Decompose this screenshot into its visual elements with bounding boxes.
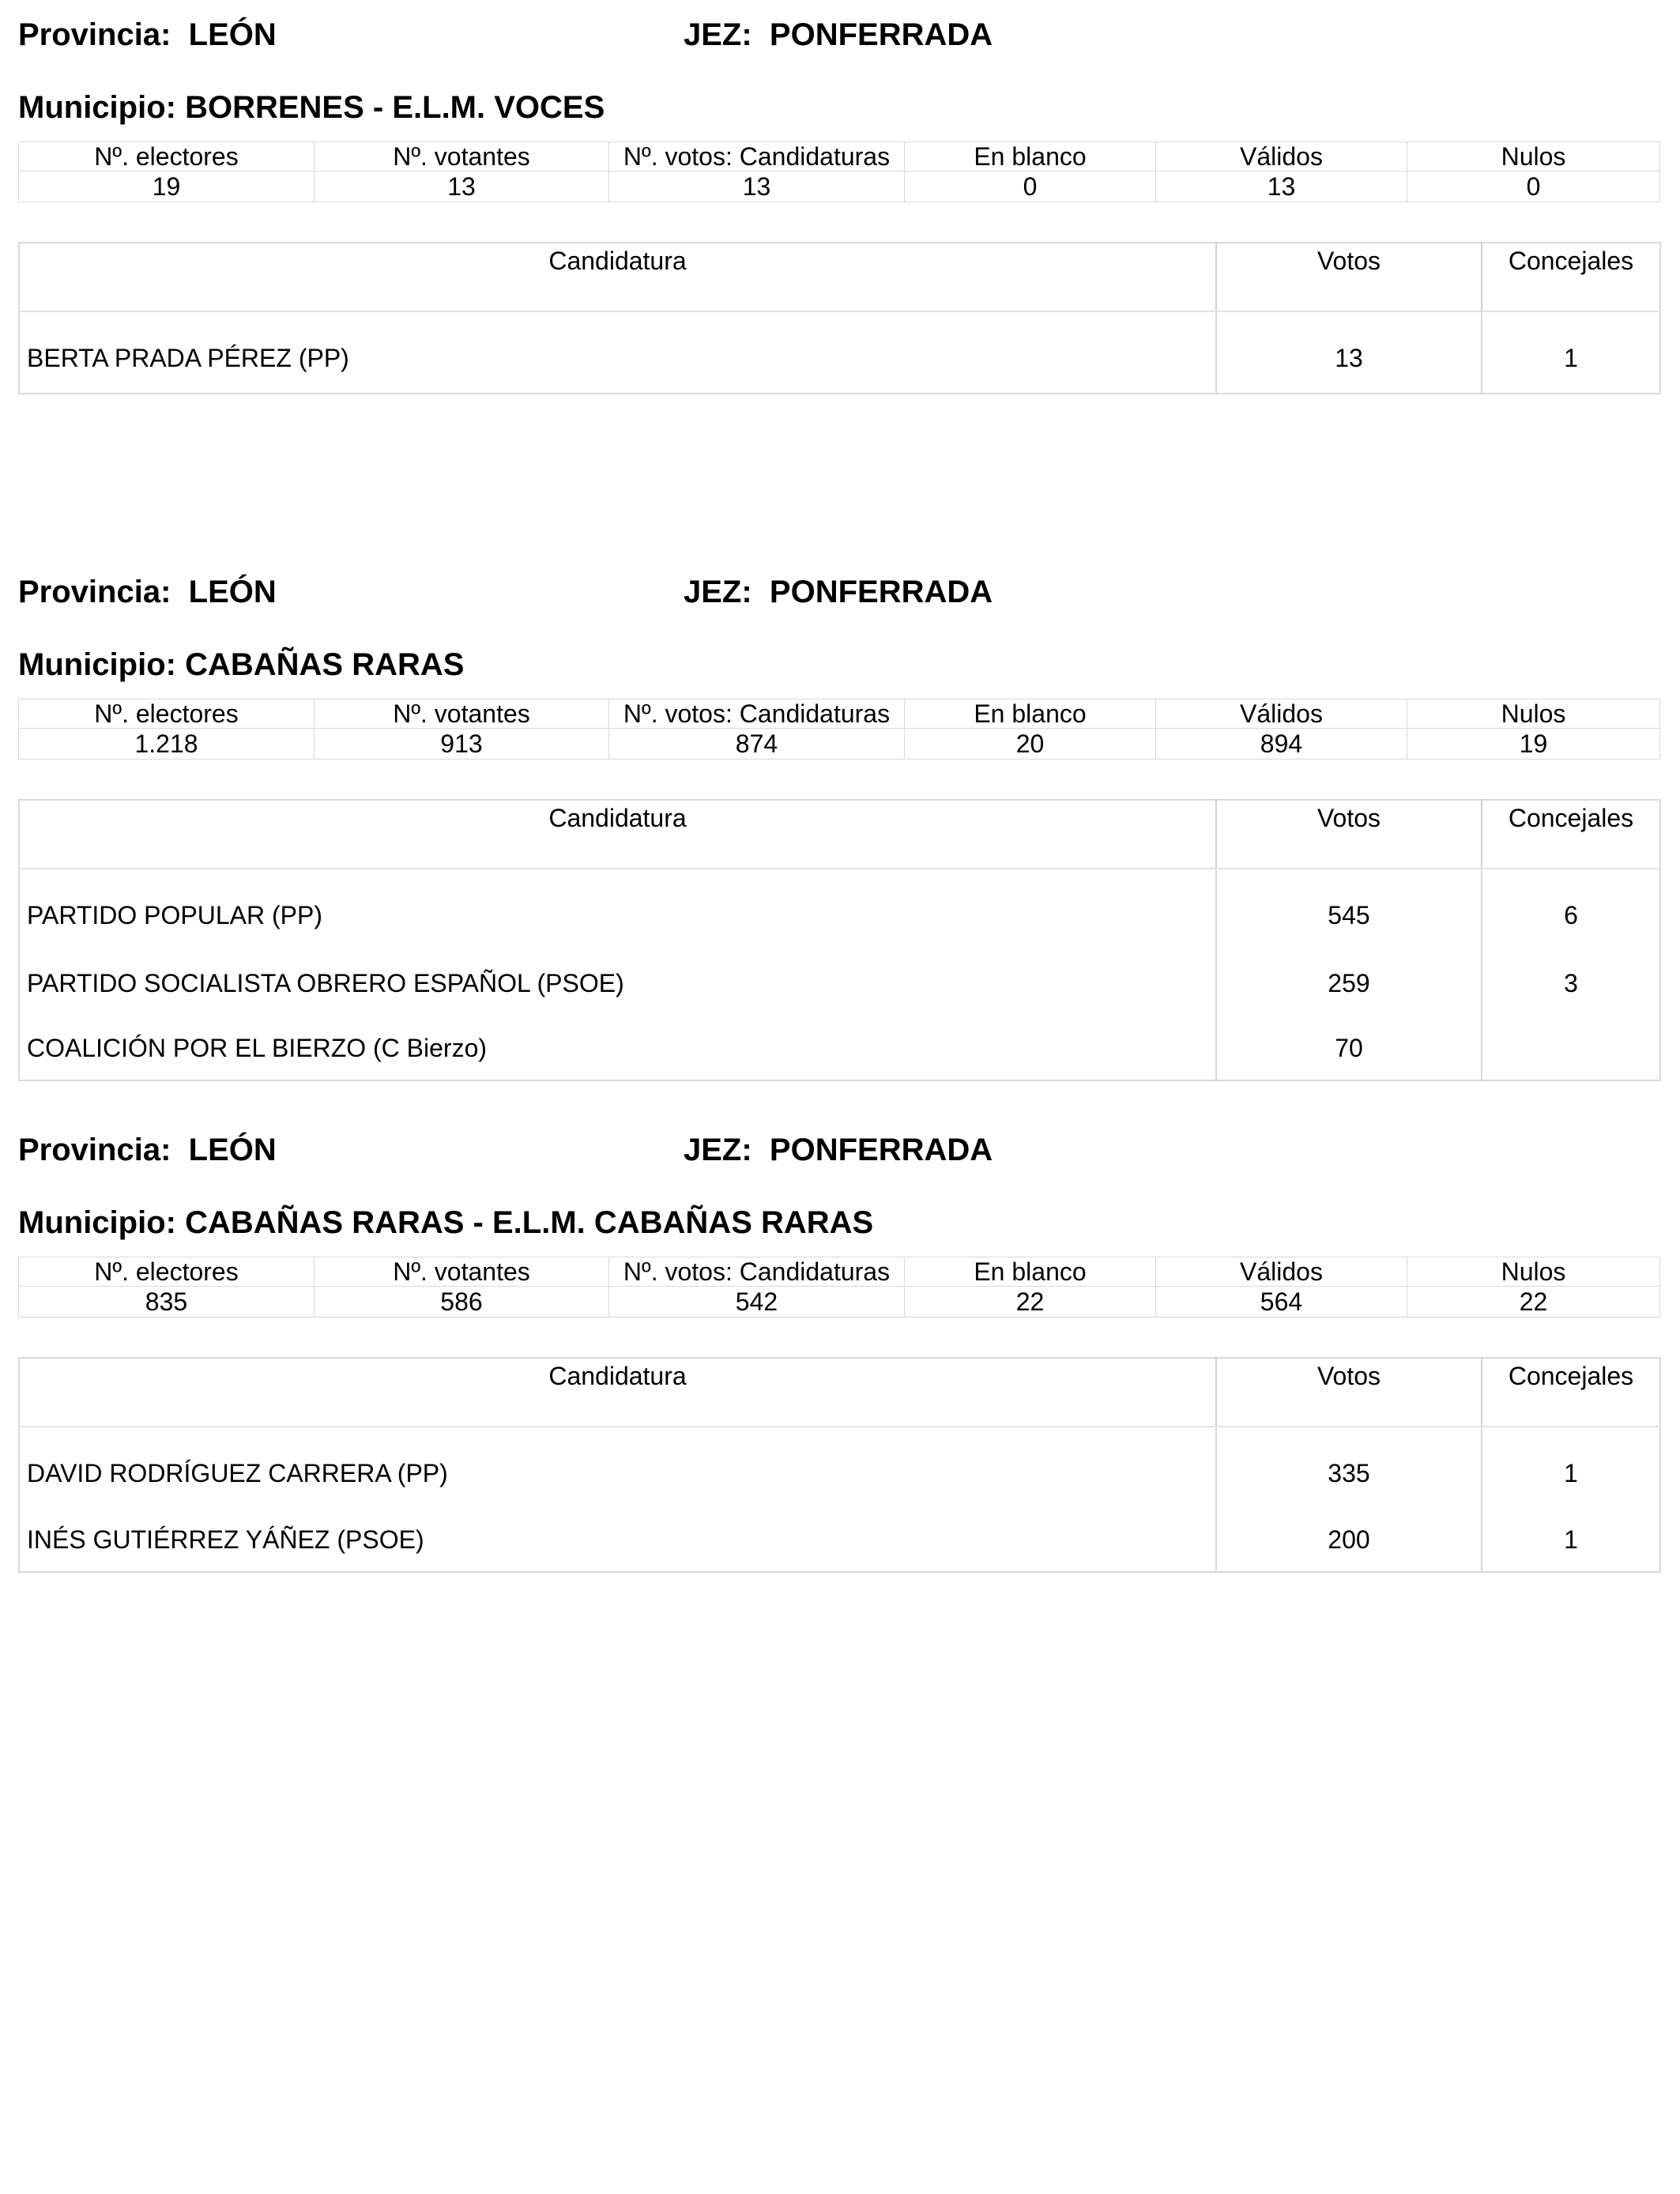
stats-header: Nº. votos: Candidaturas bbox=[609, 1257, 905, 1287]
stats-value: 19 bbox=[1407, 729, 1660, 760]
stats-header: Nº. electores bbox=[19, 699, 315, 729]
candidature-name: INÉS GUTIÉRREZ YÁÑEZ (PSOE) bbox=[19, 1508, 1216, 1572]
candidatures-table bbox=[18, 242, 1661, 394]
candidature-concejales: 6 bbox=[1564, 900, 1578, 929]
stats-header: En blanco bbox=[905, 1257, 1156, 1287]
stats-header-row bbox=[19, 1257, 1660, 1287]
candidature-name: COALICIÓN POR EL BIERZO (C Bierzo) bbox=[19, 1016, 1216, 1080]
stats-table bbox=[18, 1257, 1660, 1318]
candidatures-header-row bbox=[19, 800, 1660, 869]
stats-value: 0 bbox=[1407, 172, 1660, 202]
provincia-heading: Provincia: LEÓN bbox=[18, 575, 277, 609]
stats-value: 564 bbox=[1156, 1287, 1407, 1318]
stats-value: 542 bbox=[609, 1287, 905, 1318]
candidature-row bbox=[19, 1016, 1660, 1080]
stats-header: Nº. electores bbox=[19, 142, 315, 172]
stats-value-row bbox=[19, 1287, 1660, 1318]
candidature-row bbox=[19, 311, 1660, 394]
stats-value: 0 bbox=[905, 172, 1156, 202]
votos-header: Votos bbox=[1216, 243, 1482, 311]
stats-value: 22 bbox=[905, 1287, 1156, 1318]
stats-header: Nº. votos: Candidaturas bbox=[609, 142, 905, 172]
candidatures-header-row bbox=[19, 243, 1660, 311]
candidature-name: PARTIDO POPULAR (PP) bbox=[19, 869, 1216, 950]
candidature-row bbox=[19, 1508, 1660, 1572]
concejales-header: Concejales bbox=[1482, 243, 1660, 311]
candidature-concejales: 1 bbox=[1564, 1525, 1578, 1554]
candidature-concejales: 3 bbox=[1564, 968, 1578, 997]
stats-header: Nulos bbox=[1407, 142, 1660, 172]
stats-header: Nulos bbox=[1407, 1257, 1660, 1287]
municipio-heading: Municipio: CABAÑAS RARAS - E.L.M. CABAÑAS RARAS bbox=[18, 1205, 874, 1240]
candidature-row bbox=[19, 950, 1660, 1016]
candidatura-header: Candidatura bbox=[19, 1358, 1216, 1427]
candidature-concejales: 1 bbox=[1564, 1458, 1578, 1487]
candidature-votos: 545 bbox=[1216, 869, 1482, 950]
stats-header: Nº. votantes bbox=[315, 142, 609, 172]
candidatures-table bbox=[18, 1357, 1661, 1573]
stats-value: 874 bbox=[609, 729, 905, 760]
stats-value: 913 bbox=[315, 729, 609, 760]
stats-value: 13 bbox=[609, 172, 905, 202]
municipio-heading: Municipio: CABAÑAS RARAS bbox=[18, 647, 465, 682]
candidature-name: BERTA PRADA PÉREZ (PP) bbox=[19, 311, 1216, 394]
stats-value: 13 bbox=[1156, 172, 1407, 202]
stats-header-row bbox=[19, 699, 1660, 729]
stats-header: Válidos bbox=[1156, 1257, 1407, 1287]
stats-value: 586 bbox=[315, 1287, 609, 1318]
jez-heading: JEZ: PONFERRADA bbox=[684, 1133, 993, 1167]
candidature-name: DAVID RODRÍGUEZ CARRERA (PP) bbox=[19, 1427, 1216, 1508]
stats-value: 22 bbox=[1407, 1287, 1660, 1318]
votos-header: Votos bbox=[1216, 1358, 1482, 1427]
candidature-row bbox=[19, 1427, 1660, 1508]
stats-header: Nº. votos: Candidaturas bbox=[609, 699, 905, 729]
stats-header: Nº. votantes bbox=[315, 1257, 609, 1287]
candidature-concejales: 1 bbox=[1564, 343, 1578, 372]
stats-value: 894 bbox=[1156, 729, 1407, 760]
stats-value: 19 bbox=[19, 172, 315, 202]
municipio-heading: Municipio: BORRENES - E.L.M. VOCES bbox=[18, 90, 605, 125]
candidature-concejales bbox=[1482, 1016, 1660, 1080]
candidatures-table bbox=[18, 799, 1661, 1081]
candidature-votos: 200 bbox=[1216, 1508, 1482, 1572]
candidature-votos: 335 bbox=[1216, 1427, 1482, 1508]
candidature-votos: 70 bbox=[1216, 1016, 1482, 1080]
stats-table bbox=[18, 141, 1660, 202]
candidatura-header: Candidatura bbox=[19, 243, 1216, 311]
stats-value: 1.218 bbox=[19, 729, 315, 760]
stats-value: 13 bbox=[315, 172, 609, 202]
stats-header-row bbox=[19, 142, 1660, 172]
stats-value: 835 bbox=[19, 1287, 315, 1318]
provincia-heading: Provincia: LEÓN bbox=[18, 1133, 277, 1167]
candidature-votos: 13 bbox=[1216, 311, 1482, 394]
candidature-row bbox=[19, 869, 1660, 950]
stats-header: Nulos bbox=[1407, 699, 1660, 729]
stats-header: Nº. votantes bbox=[315, 699, 609, 729]
stats-header: Válidos bbox=[1156, 699, 1407, 729]
stats-value: 20 bbox=[905, 729, 1156, 760]
jez-heading: JEZ: PONFERRADA bbox=[684, 17, 993, 52]
stats-value-row bbox=[19, 729, 1660, 760]
stats-header: Válidos bbox=[1156, 142, 1407, 172]
concejales-header: Concejales bbox=[1482, 800, 1660, 869]
candidature-name: PARTIDO SOCIALISTA OBRERO ESPAÑOL (PSOE) bbox=[19, 950, 1216, 1016]
provincia-heading: Provincia: LEÓN bbox=[18, 17, 277, 52]
stats-table bbox=[18, 699, 1660, 760]
candidature-votos: 259 bbox=[1216, 950, 1482, 1016]
stats-value-row bbox=[19, 172, 1660, 202]
candidatures-header-row bbox=[19, 1358, 1660, 1427]
stats-header: En blanco bbox=[905, 699, 1156, 729]
concejales-header: Concejales bbox=[1482, 1358, 1660, 1427]
stats-header: En blanco bbox=[905, 142, 1156, 172]
votos-header: Votos bbox=[1216, 800, 1482, 869]
candidatura-header: Candidatura bbox=[19, 800, 1216, 869]
jez-heading: JEZ: PONFERRADA bbox=[684, 575, 993, 609]
stats-header: Nº. electores bbox=[19, 1257, 315, 1287]
